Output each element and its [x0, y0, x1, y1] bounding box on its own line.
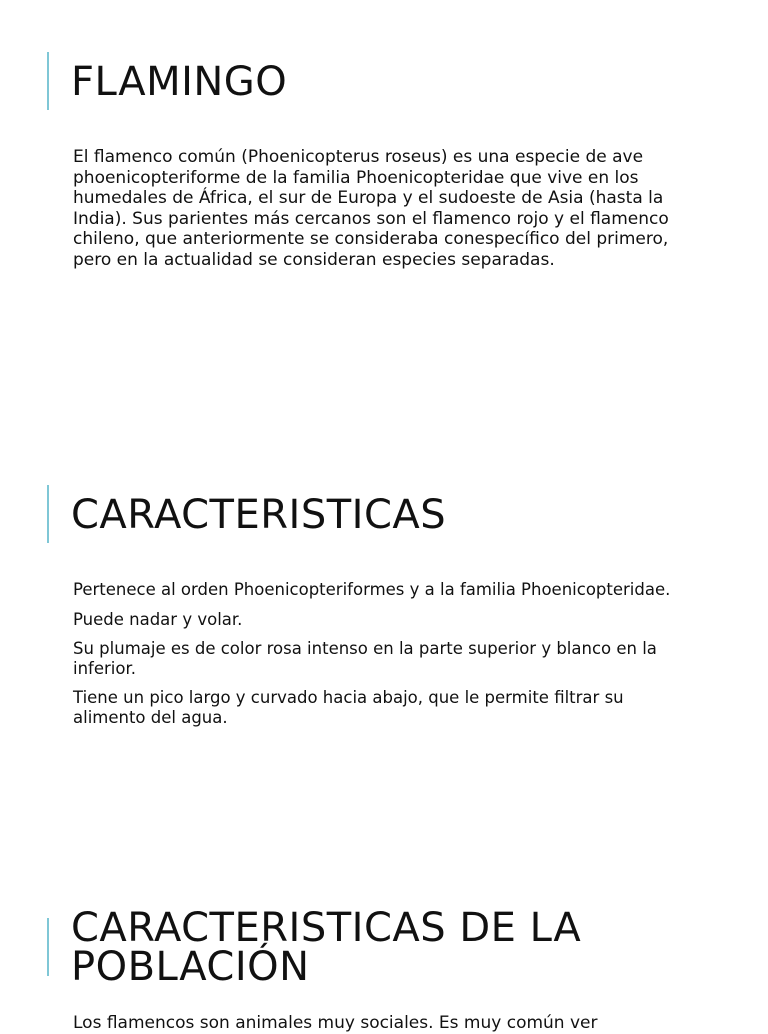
list-item: Puede nadar y volar. [73, 609, 243, 629]
slide-poblacion [0, 880, 768, 1033]
intro-paragraph: El flamenco común (Phoenicopterus roseus) es una especie de ave phoenicopteriforme de la familia Phoenicopteridae que vive en los humedales de África, el sur de Europa y el sudoeste de Asia (hasta la India). Sus parientes más cercanos son el flamenco rojo y el flamenco chileno, que anteriormente se consideraba conespecífico del primero, pero en la actualidad se consideran especies separadas. [73, 147, 669, 270]
title-accent-bar [47, 918, 49, 976]
section-title-line: POBLACIÓN [71, 944, 310, 990]
list-item: Pertenece al orden Phoenicopteriformes y a la familia Phoenicopteridae. [73, 580, 671, 599]
section-title [71, 905, 582, 990]
slide-caracteristicas [0, 460, 768, 790]
list-item: Su plumaje es de color rosa intenso en la parte superior y blanco en la inferior. [73, 639, 657, 678]
section-title-line: CARACTERISTICAS DE LA [71, 905, 582, 951]
page-title: FLAMINGO [71, 59, 288, 105]
bullet-list [73, 580, 683, 737]
slide-flamingo [0, 0, 768, 330]
section-paragraph: Los flamencos son animales muy sociales. Es muy común ver [73, 1013, 598, 1033]
section-title: CARACTERISTICAS [71, 492, 447, 538]
title-accent-bar [47, 52, 49, 110]
list-item: Tiene un pico largo y curvado hacia abajo, que le permite filtrar su alimento del agua. [73, 688, 624, 727]
title-accent-bar [47, 485, 49, 543]
